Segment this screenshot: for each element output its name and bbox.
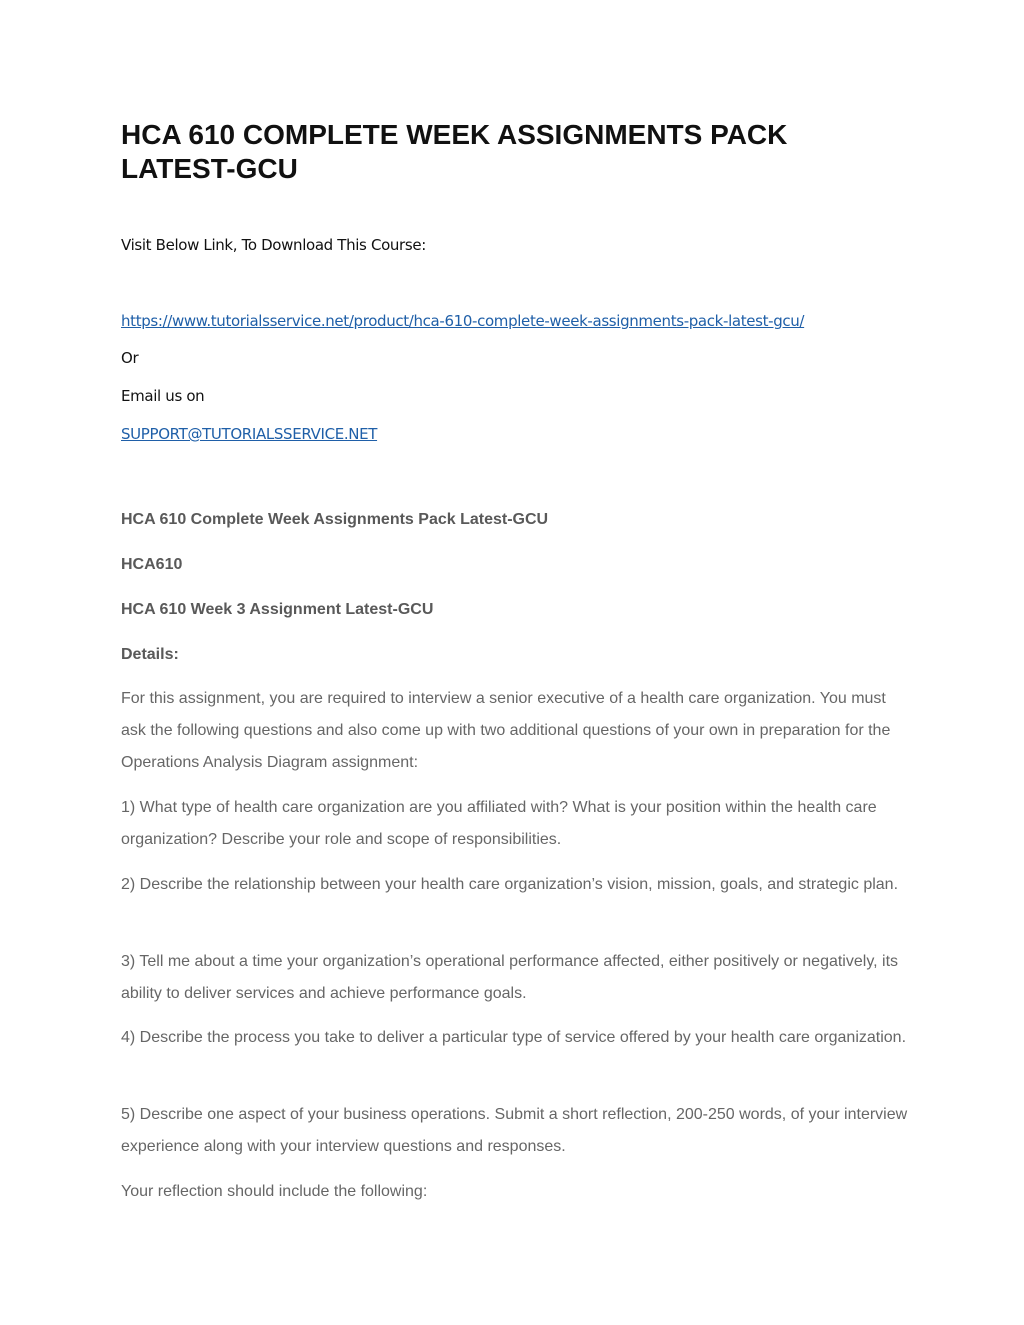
question-4: 4) Describe the process you take to deliver a particular type of service offered by your health care organization. [121, 1029, 907, 1046]
course-subtitle: HCA 610 Complete Week Assignments Pack Latest-GCU [121, 511, 549, 528]
question-2: 2) Describe the relationship between your health care organization’s vision, mission, goals, and strategic plan. [121, 876, 899, 893]
support-email-link[interactable]: SUPPORT@TUTORIALSSERVICE.NET [121, 425, 378, 443]
course-code: HCA610 [121, 556, 183, 573]
question-1: 1) What type of health care organization are you affiliated with? What is your position within the health care organization? Describe your role and scope of responsibilities. [121, 799, 877, 848]
course-download-link[interactable]: https://www.tutorialsservice.net/product/hca-610-complete-week-assignments-pack-latest-gcu/ [121, 312, 805, 330]
document-title: HCA 610 COMPLETE WEEK ASSIGNMENTS PACK LATEST-GCU [121, 119, 788, 184]
reflection-instruction: Your reflection should include the following: [121, 1183, 428, 1200]
visit-instruction: Visit Below Link, To Download This Course: [121, 236, 426, 254]
or-text: Or [121, 349, 139, 367]
question-3: 3) Tell me about a time your organization’s operational performance affected, either positively or negatively, its ability to deliver services and achieve performance goals. [121, 953, 899, 1002]
email-label: Email us on [121, 387, 205, 405]
assignment-title: HCA 610 Week 3 Assignment Latest-GCU [121, 601, 434, 618]
question-5: 5) Describe one aspect of your business operations. Submit a short reflection, 200-250 words, of your interview experience along with your interview questions and responses. [121, 1106, 908, 1155]
intro-paragraph: For this assignment, you are required to interview a senior executive of a health care organization. You must ask the following questions and also come up with two additional questions of your own in preparation for the Operations Analysis Diagram assignment: [121, 690, 891, 771]
details-label: Details: [121, 646, 179, 663]
